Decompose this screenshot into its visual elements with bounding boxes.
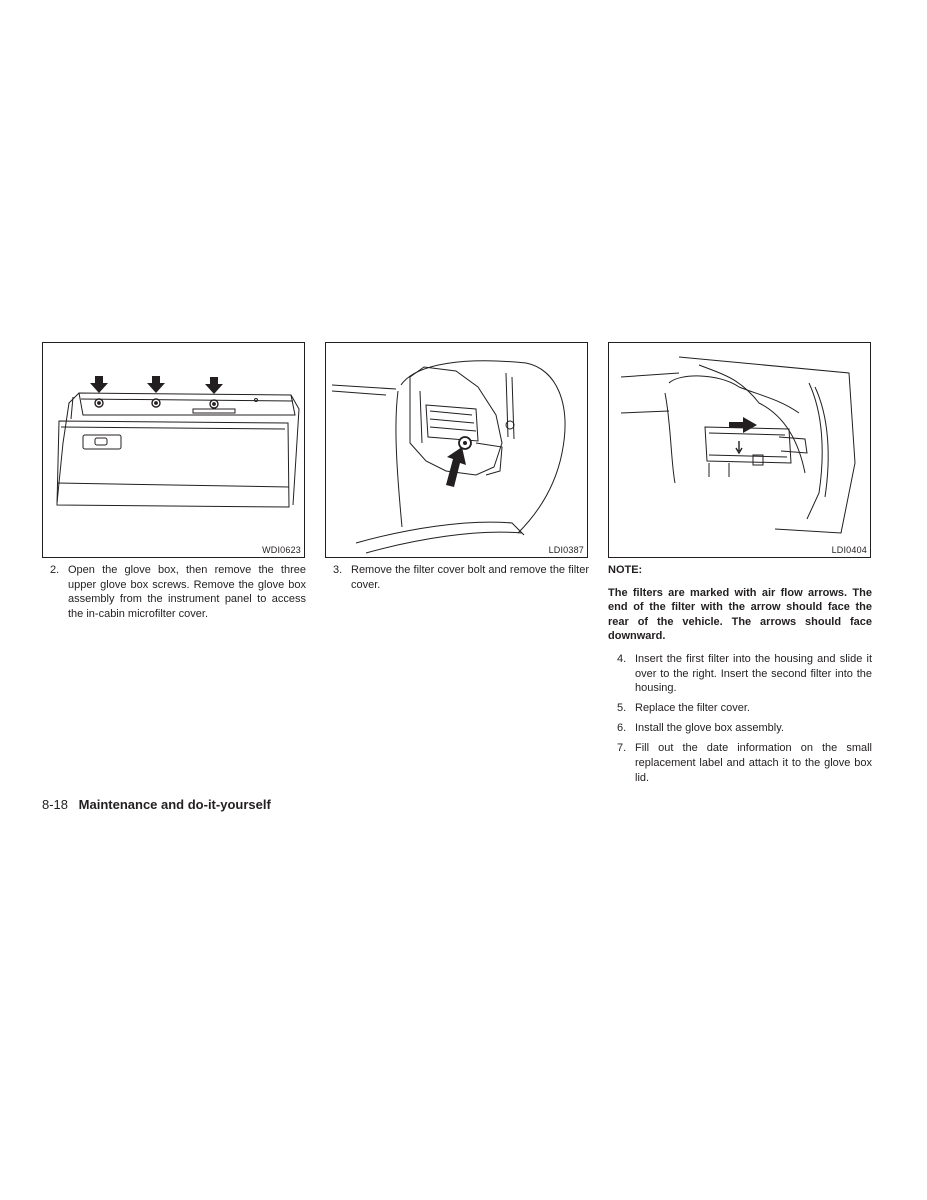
step-5 <box>617 701 872 716</box>
filter-housing-illustration <box>609 343 871 558</box>
step-2 <box>50 563 306 621</box>
figure-glove-box <box>42 342 305 558</box>
step-number: 2. <box>50 564 60 576</box>
step-number: 4. <box>617 652 627 665</box>
step-6 <box>617 721 872 736</box>
air-flow-arrow-horizontal <box>729 417 757 433</box>
step-4 <box>617 652 872 696</box>
note-text: The filters are marked with air flow arrows. The end of the filter with the arrow should face the rear of the vehicle. The arrows should face downward. <box>608 586 872 643</box>
step-3 <box>333 563 589 592</box>
section-title: Maintenance and do-it-yourself <box>78 797 271 812</box>
figure-code: LDI0404 <box>831 545 867 555</box>
step-text: Remove the filter cover bolt and remove the filter cover. <box>351 564 589 591</box>
step-number: 5. <box>617 702 627 715</box>
note-heading: NOTE: <box>608 564 643 576</box>
step-7 <box>617 741 872 785</box>
column-right <box>608 563 872 791</box>
bolt-arrow <box>446 447 466 487</box>
step-number: 6. <box>617 722 627 735</box>
figure-code: WDI0623 <box>262 545 301 555</box>
column-left <box>50 563 306 627</box>
figure-code: LDI0387 <box>548 545 584 555</box>
step-number: 3. <box>333 564 343 576</box>
column-middle <box>333 563 589 598</box>
page-footer <box>42 797 271 812</box>
figure-filter-housing <box>608 342 871 558</box>
glove-box-illustration <box>43 343 305 558</box>
step-text: Replace the filter cover. <box>635 702 750 715</box>
step-number: 7. <box>617 742 627 755</box>
step-text: Fill out the date information on the small replacement label and attach it to the glove box lid. <box>635 742 872 784</box>
step-text: Open the glove box, then remove the three upper glove box screws. Remove the glove box assembly from the instrument panel to access the in-cabin microfilter cover. <box>68 564 306 620</box>
filter-cover-illustration <box>326 343 588 558</box>
step-text: Insert the first filter into the housing and slide it over to the right. Insert the second filter into the housing. <box>635 652 872 695</box>
step-text: Install the glove box assembly. <box>635 722 784 735</box>
page-number: 8-18 <box>42 797 69 812</box>
figure-filter-cover-bolt <box>325 342 588 558</box>
air-flow-arrow-down <box>736 441 742 453</box>
